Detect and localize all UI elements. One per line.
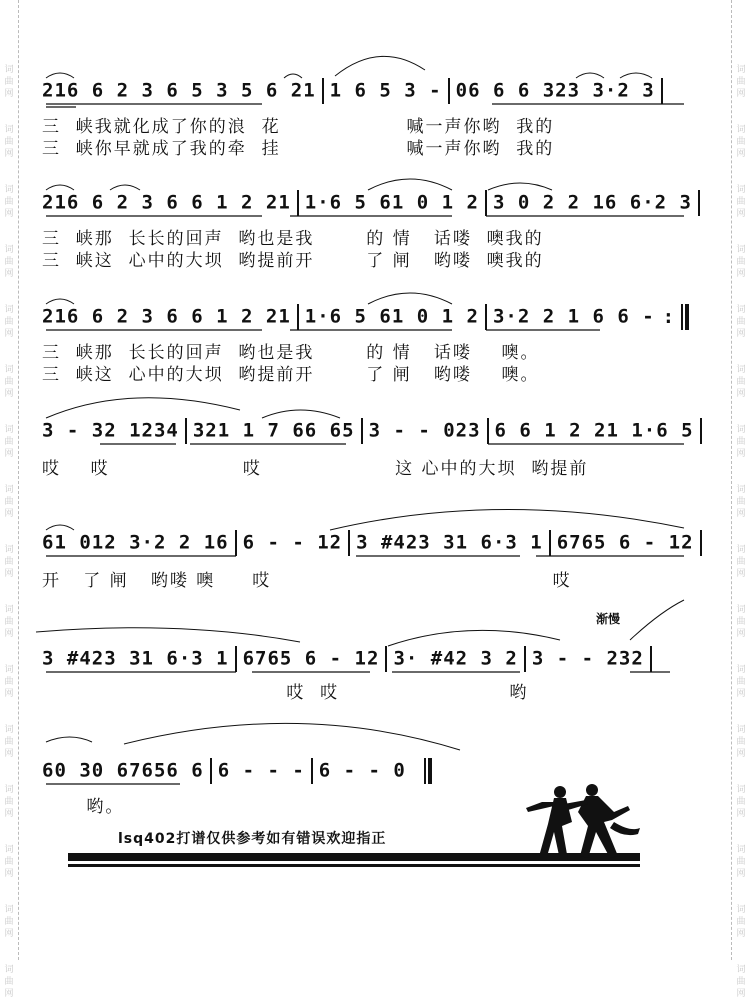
bar-line — [385, 646, 387, 672]
measure: 1·6 5 61 0 1 2 — [304, 191, 479, 214]
watermark-text: 词 曲 网 — [736, 785, 746, 819]
dancing-couple-silhouette-icon — [518, 782, 644, 862]
slur — [368, 293, 452, 304]
measure: 3 #423 31 6·3 1 — [356, 531, 543, 554]
slur — [368, 179, 452, 190]
watermark-text: 词 曲 网 — [736, 125, 746, 159]
measure: 3 - 32 1234 — [42, 419, 179, 442]
bar-line — [235, 646, 237, 672]
bar-line — [487, 418, 489, 444]
watermark-text: 词 曲 网 — [4, 785, 14, 819]
watermark-text: 词 曲 网 — [4, 245, 14, 279]
measure: 6765 6 - 12 — [242, 647, 380, 670]
watermark-text: 词 曲 网 — [4, 305, 14, 339]
lyric-line: 三 峡那 长长的回声 哟也是我 的 情 话喽 噢我的 — [42, 229, 544, 249]
watermark-text: 词 曲 网 — [4, 185, 14, 219]
measure: 6 - - 12 — [242, 531, 343, 554]
measure: 06 6 6 323 3·2 3 — [455, 79, 655, 102]
watermark-text: 词 曲 网 — [736, 425, 746, 459]
bar-line — [700, 530, 702, 556]
notation-line — [42, 418, 708, 444]
watermark-text: 词 曲 网 — [4, 965, 14, 999]
end-bar-line — [681, 304, 683, 330]
bar-line — [235, 530, 237, 556]
measure: 1 6 5 3 - — [329, 79, 442, 102]
lyric-line: 哎 哎 哎 这 心中的大坝 哟提前 — [42, 459, 589, 479]
watermark-text: 词 曲 网 — [736, 845, 746, 879]
measure: 321 1 7 66 65 — [192, 419, 355, 442]
bar-line — [650, 646, 652, 672]
watermark-text: 词 曲 网 — [736, 305, 746, 339]
measure: 3 0 2 2 16 6·2 3 — [492, 191, 692, 214]
watermark-text: 词 曲 网 — [4, 845, 14, 879]
slur — [36, 628, 300, 642]
bar-line — [322, 78, 324, 104]
watermark-text: 词 曲 网 — [736, 545, 746, 579]
end-bar-line — [428, 758, 432, 784]
watermark-text: 词 曲 网 — [4, 425, 14, 459]
notation-line — [42, 646, 658, 672]
notation-line — [42, 758, 434, 784]
end-bar-line — [424, 758, 426, 784]
lyric-line: 三 峡这 心中的大坝 哟提前开 了 闸 哟喽 噢我的 — [42, 251, 544, 271]
watermark-text: 词 曲 网 — [736, 905, 746, 939]
lyric-line: 哟。 — [42, 797, 125, 817]
watermark-text: 词 曲 网 — [4, 905, 14, 939]
notation-line — [42, 190, 706, 216]
measure: 6765 6 - 12 — [556, 531, 694, 554]
lyric-line: 三 峡这 心中的大坝 哟提前开 了 闸 哟喽 噢。 — [42, 365, 540, 385]
bar-line — [698, 190, 700, 216]
credit-text: lsq402打谱仅供参考如有错误欢迎指正 — [118, 831, 387, 847]
watermark-text: 词 曲 网 — [736, 185, 746, 219]
footer-rule-thin — [68, 864, 640, 867]
watermark-text: 词 曲 网 — [736, 245, 746, 279]
measure: 6 - - - — [217, 759, 305, 782]
measure: 6 6 1 2 21 1·6 5 — [494, 419, 694, 442]
watermark-text: 词 曲 网 — [736, 665, 746, 699]
slur — [388, 630, 560, 646]
slur — [124, 723, 460, 750]
watermark-text: 词 曲 网 — [4, 485, 14, 519]
watermark-text: 词 曲 网 — [4, 725, 14, 759]
measure: 3 #423 31 6·3 1 — [42, 647, 229, 670]
slur — [488, 183, 552, 190]
watermark-text: 词 曲 网 — [4, 65, 14, 99]
watermark-text: 词 曲 网 — [736, 65, 746, 99]
lyric-line: 哎 哎 哟 — [42, 683, 529, 703]
slur — [630, 600, 684, 640]
slur — [262, 410, 340, 418]
measure: 216 6 2 3 6 5 3 5 6 21 — [42, 79, 316, 102]
watermark-text: 词 曲 网 — [736, 485, 746, 519]
watermark-text: 词 曲 网 — [4, 125, 14, 159]
measure: 3·2 2 1 6 6 - — [492, 305, 655, 328]
slur — [335, 56, 425, 76]
watermark-text: 词 曲 网 — [4, 365, 14, 399]
watermark-text: 词 曲 网 — [4, 545, 14, 579]
end-bar-line — [685, 304, 689, 330]
measure: 60 30 67656 6 — [42, 759, 204, 782]
bar-line — [348, 530, 350, 556]
lyric-line: 三 峡我就化成了你的浪 花 喊一声你哟 我的 — [42, 117, 555, 137]
lyric-line: 开 了 闸 哟喽 噢 哎 哎 — [42, 571, 572, 591]
repeat-dots: : — [662, 305, 676, 328]
measure: 3 - - 023 — [368, 419, 481, 442]
bar-line — [485, 190, 487, 216]
measure: 216 6 2 3 6 6 1 2 21 — [42, 191, 291, 214]
bar-line — [210, 758, 212, 784]
notation-line — [42, 304, 691, 330]
bar-line — [311, 758, 313, 784]
measure: 6 - - 0 — [318, 759, 406, 782]
measure: 3· #42 3 2 — [393, 647, 518, 670]
bar-line — [485, 304, 487, 330]
measure: 216 6 2 3 6 6 1 2 21 — [42, 305, 291, 328]
slur — [46, 398, 240, 418]
watermark-text: 词 曲 网 — [736, 365, 746, 399]
watermark-text: 词 曲 网 — [736, 965, 746, 999]
bar-line — [185, 418, 187, 444]
notation-line — [42, 78, 669, 104]
watermark-text: 词 曲 网 — [4, 665, 14, 699]
bar-line — [361, 418, 363, 444]
watermark-text: 词 曲 网 — [736, 605, 746, 639]
bar-line — [448, 78, 450, 104]
measure: 1·6 5 61 0 1 2 — [304, 305, 479, 328]
measure: 3 - - 232 — [531, 647, 644, 670]
tempo-mark: 渐慢 — [596, 612, 621, 626]
slur — [330, 509, 684, 530]
bar-line — [700, 418, 702, 444]
slur — [46, 737, 92, 742]
bar-line — [549, 530, 551, 556]
bar-line — [661, 78, 663, 104]
lyric-line: 三 峡那 长长的回声 哟也是我 的 情 话喽 噢。 — [42, 343, 540, 363]
bar-line — [524, 646, 526, 672]
watermark-text: 词 曲 网 — [4, 605, 14, 639]
measure: 61 012 3·2 2 16 — [42, 531, 229, 554]
lyric-line: 三 峡你早就成了我的牵 挂 喊一声你哟 我的 — [42, 139, 555, 159]
bar-line — [297, 304, 299, 330]
notation-line — [42, 530, 708, 556]
bar-line — [297, 190, 299, 216]
watermark-text: 词 曲 网 — [736, 725, 746, 759]
